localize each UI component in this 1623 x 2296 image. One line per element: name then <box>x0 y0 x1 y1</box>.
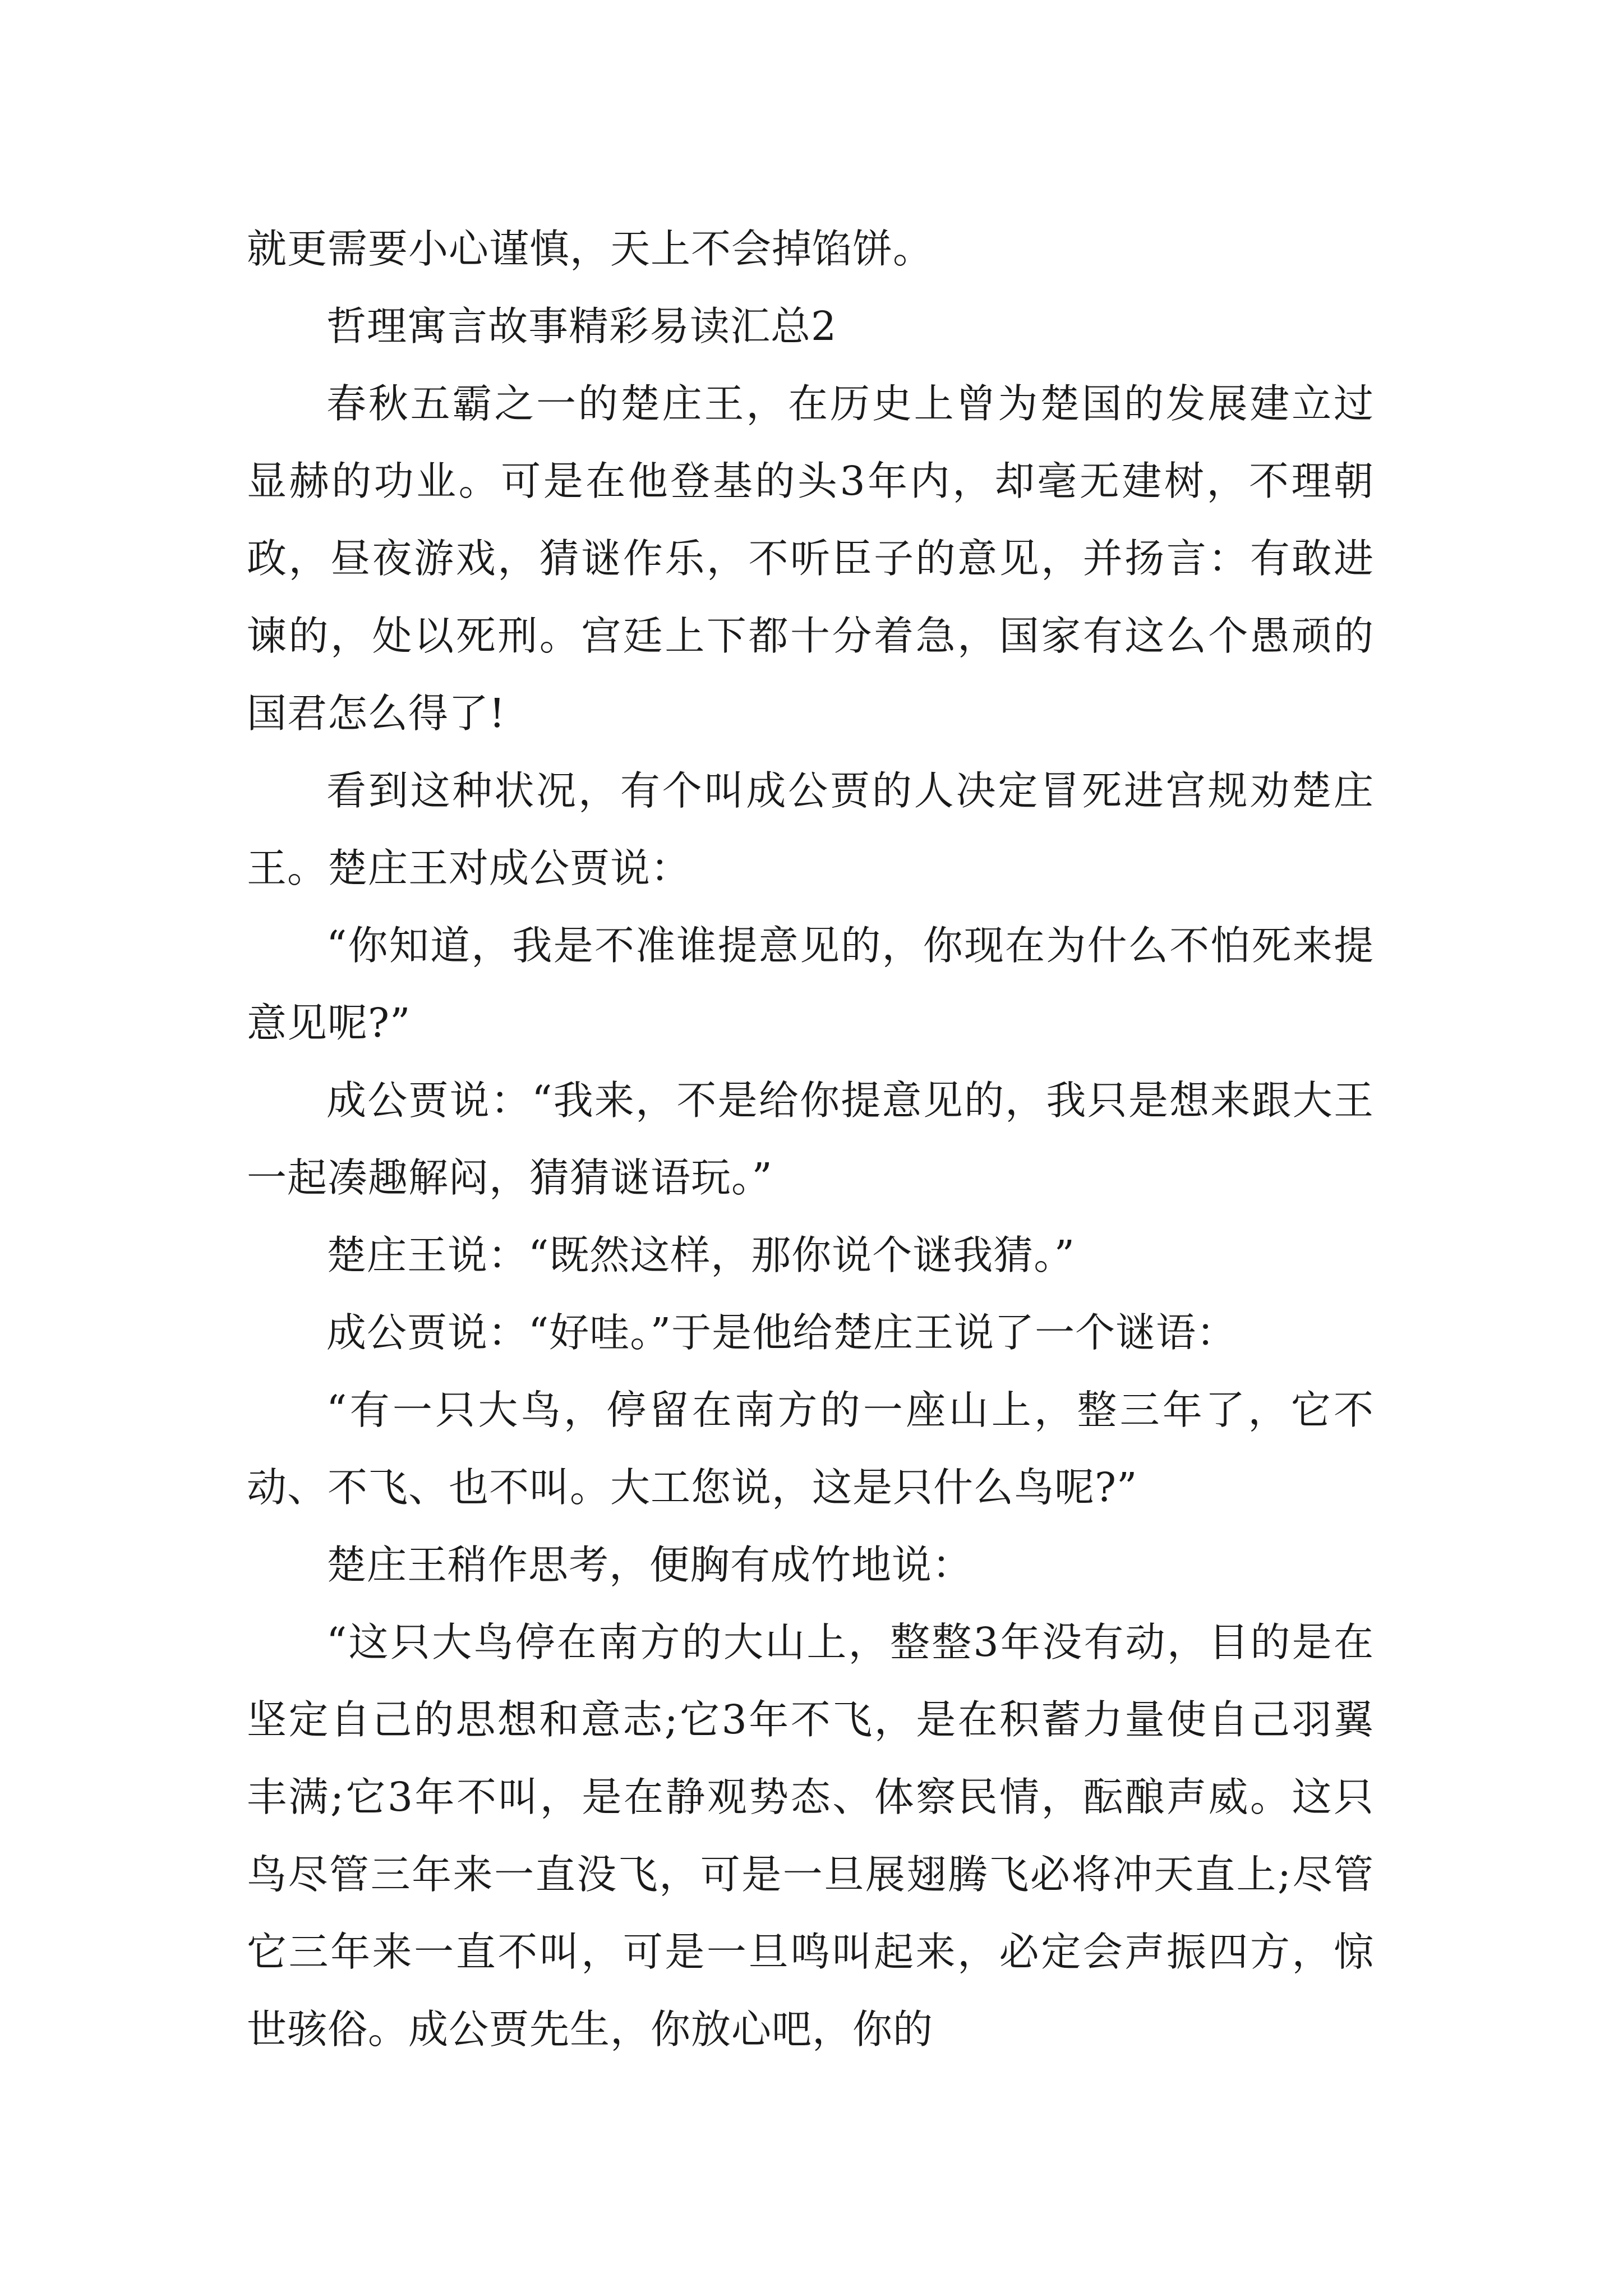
document-body <box>247 210 1374 2068</box>
paragraph: “这只大鸟停在南方的大山上，整整3年没有动，目的是在坚定自己的思想和意志;它3年不飞，是在积蓄力量使自己羽翼丰满;它3年不叫，是在静观势态、体察民情，酝酿声威。这只鸟尽管三年来一直没飞，可是一旦展翅腾飞必将冲天直上;尽管它三年来一直不叫，可是一旦鸣叫起来，必定会声振四方，惊世骇俗。成公贾先生，你放心吧，你的 <box>247 1619 1374 2053</box>
paragraph: “你知道，我是不准谁提意见的，你现在为什么不怕死来提意见呢?” <box>247 922 1374 1046</box>
paragraph: 成公贾说：“好哇。”于是他给楚庄王说了一个谜语： <box>326 1309 1237 1356</box>
paragraph: 春秋五霸之一的楚庄王，在历史上曾为楚国的发展建立过显赫的功业。可是在他登基的头3年内，却毫无建树，不理朝政，昼夜游戏，猜谜作乐，不听臣子的意见，并扬言：有敢进谏的，处以死刑。宫廷上下都十分着急，国家有这么个愚顽的国君怎么得了! <box>247 380 1374 737</box>
paragraph: 看到这种状况，有个叫成公贾的人决定冒死进宫规劝楚庄王。楚庄王对成公贾说： <box>247 767 1374 891</box>
paragraph: 楚庄王说：“既然这样，那你说个谜我猜。” <box>326 1232 1076 1278</box>
paragraph: 成公贾说：“我来，不是给你提意见的，我只是想来跟大王一起凑趣解闷，猜猜谜语玩。” <box>247 1077 1374 1201</box>
paragraph-continuation: 就更需要小心谨慎，天上不会掉馅饼。 <box>247 226 934 272</box>
paragraph: “有一只大鸟，停留在南方的一座山上，整三年了，它不动、不飞、也不叫。大工您说，这是只什么鸟呢?” <box>247 1387 1374 1511</box>
section-title: 哲理寓言故事精彩易读汇总2 <box>326 303 837 349</box>
paragraph: 楚庄王稍作思考，便胸有成竹地说： <box>326 1542 973 1588</box>
